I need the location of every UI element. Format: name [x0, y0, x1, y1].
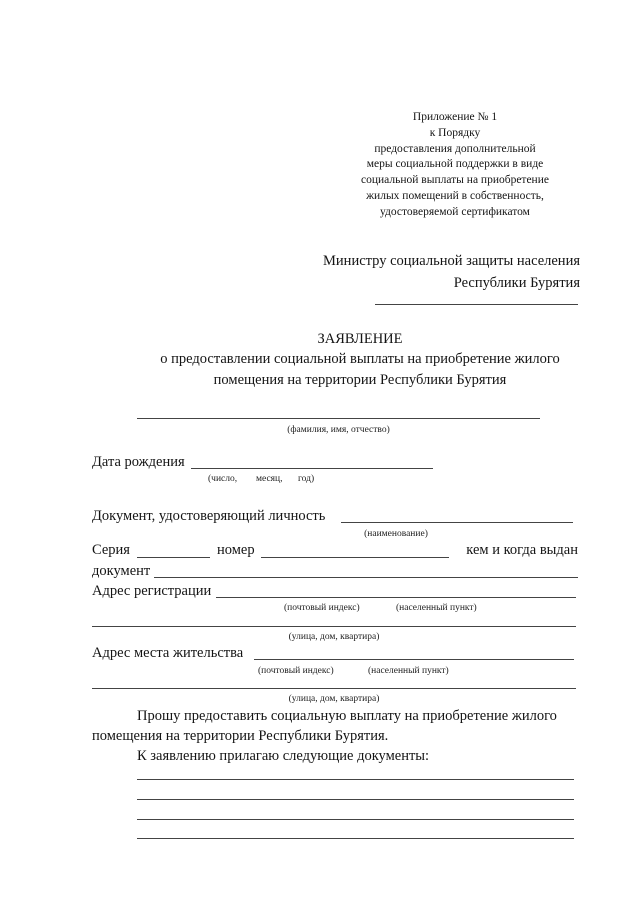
series-input-line[interactable]: [137, 557, 210, 558]
recipient-line-2: Республики Бурятия: [453, 275, 580, 291]
id-document-input-line[interactable]: [341, 522, 573, 523]
title-subline-1: о предоставлении социальной выплаты на приобретение жилого: [160, 351, 560, 367]
residence-settlement-caption: (населенный пункт): [368, 666, 449, 676]
registration-postal-index-caption: (почтовый индекс): [284, 603, 360, 613]
birth-date-input-line[interactable]: [191, 468, 433, 469]
birth-caption-year: год): [298, 474, 315, 484]
id-document-label: Документ, удостоверяющий личность: [92, 508, 326, 524]
birth-date-label: Дата рождения: [92, 454, 185, 470]
recipient-line-1: Министру социальной защиты населения: [323, 253, 580, 269]
appendix-line: жилых помещений в собственность,: [366, 189, 544, 202]
registration-street-input-line[interactable]: [92, 626, 576, 627]
document-label: документ: [92, 563, 151, 579]
attachment-input-line[interactable]: [137, 838, 574, 839]
id-document-caption: (наименование): [364, 529, 428, 539]
appendix-line: социальной выплаты на приобретение: [361, 174, 549, 187]
document-title: ЗАЯВЛЕНИЕ: [317, 331, 403, 347]
residence-address-input-line[interactable]: [254, 659, 574, 660]
appendix-line: меры социальной поддержки в виде: [366, 158, 544, 171]
appendix-line: к Порядку: [429, 126, 481, 139]
request-line-2: помещения на территории Республики Бурятия.: [92, 728, 389, 744]
appendix-header: [330, 110, 580, 221]
registration-address-label: Адрес регистрации: [92, 583, 212, 599]
appendix-line: Приложение № 1: [412, 111, 498, 123]
document-issued-input-line[interactable]: [154, 577, 578, 578]
residence-street-caption: (улица, дом, квартира): [288, 694, 380, 704]
attachments-label: К заявлению прилагаю следующие документы:: [137, 748, 430, 764]
attachment-input-line[interactable]: [137, 779, 574, 780]
registration-address-input-line[interactable]: [216, 597, 576, 598]
residence-street-input-line[interactable]: [92, 688, 576, 689]
appendix-line: удостоверяемой сертификатом: [380, 205, 530, 218]
attachment-input-line[interactable]: [137, 819, 574, 820]
title-subline-2: помещения на территории Республики Бурятия: [213, 372, 507, 388]
birth-caption-day: (число,: [208, 474, 238, 484]
issued-by-label: кем и когда выдан: [466, 542, 578, 558]
registration-settlement-caption: (населенный пункт): [396, 603, 477, 613]
appendix-line: предоставления дополнительной: [374, 142, 536, 155]
residence-postal-index-caption: (почтовый индекс): [258, 666, 334, 676]
series-label: Серия: [92, 542, 130, 558]
recipient-block: [300, 250, 580, 294]
fio-caption: (фамилия, имя, отчество): [287, 425, 390, 435]
residence-address-label: Адрес места жительства: [92, 645, 244, 661]
birth-caption-month: месяц,: [256, 474, 283, 484]
registration-street-caption: (улица, дом, квартира): [288, 632, 380, 642]
fio-input-line[interactable]: [137, 418, 540, 419]
attachment-input-line[interactable]: [137, 799, 574, 800]
recipient-name-line[interactable]: [375, 304, 578, 305]
number-input-line[interactable]: [261, 557, 449, 558]
number-label: номер: [217, 542, 255, 558]
request-line-1: Прошу предоставить социальную выплату на приобретение жилого: [137, 708, 557, 724]
